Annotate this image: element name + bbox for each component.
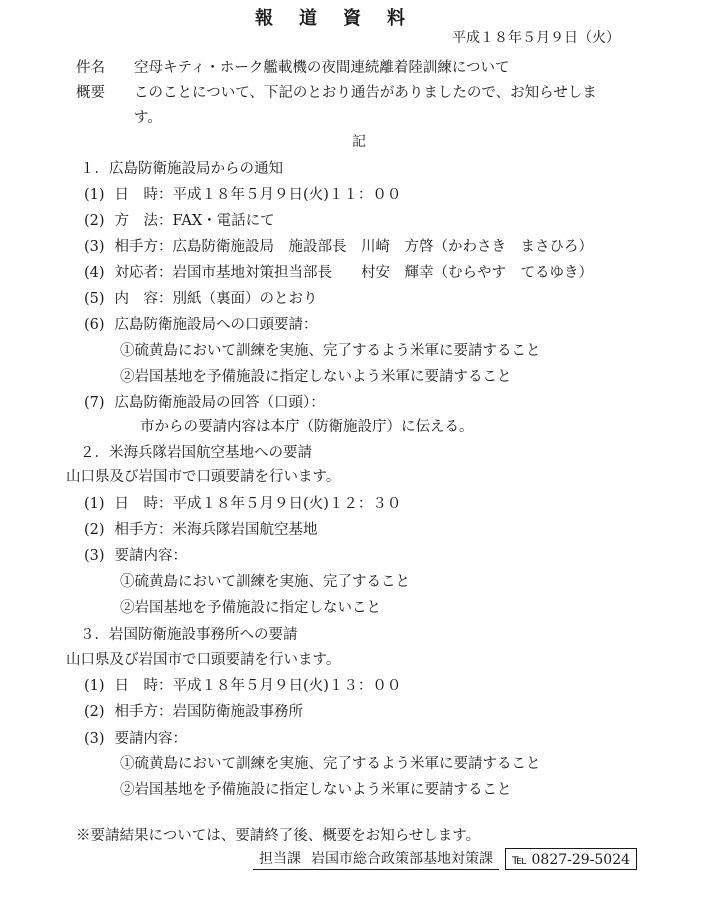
item-number: (2) <box>84 213 105 229</box>
section2-intro: 山口県及び岩国市で口頭要請を行います。 <box>66 469 341 485</box>
summary-line-1: このことについて、下記のとおり通告がありましたので、お知らせしま <box>134 85 597 101</box>
item-text: 日 時：平成１８年５月９日(火)１２：３０ <box>114 496 402 512</box>
item-text: 相手方：広島防衛施設局 施設部長 川崎 方啓（かわさき まさひろ） <box>114 239 594 255</box>
phone-icon: ℡ <box>512 852 528 868</box>
section3-request-1: ①硫黄島において訓練を実施、完了するよう米軍に要請すること <box>120 756 541 772</box>
section1-heading: １．広島防衛施設局からの通知 <box>80 161 283 177</box>
section2-heading: ２．米海兵隊岩国航空基地への要請 <box>80 445 312 461</box>
section2-item <box>84 544 187 565</box>
section1-item <box>84 313 318 334</box>
section3-request-2: ②岩国基地を予備施設に指定しないよう米軍に要請すること <box>120 782 512 798</box>
document-date: 平成１８年５月９日（火） <box>452 30 620 46</box>
item-text: 要請内容： <box>114 548 188 564</box>
item-number: (4) <box>84 265 105 281</box>
item-text: 対応者：岩国市基地対策担当部長 村安 輝幸（むらやす てるゆき） <box>114 265 594 281</box>
contact-department <box>253 848 499 870</box>
item-number: (1) <box>84 678 105 694</box>
section1-item <box>84 261 593 282</box>
footer-note: ※要請結果については、要請終了後、概要をお知らせします。 <box>76 828 481 844</box>
section1-item-7 <box>84 391 325 412</box>
subject-label: 件名 <box>76 60 105 76</box>
phone-number: 0827-29-5024 <box>531 852 631 868</box>
item-number: (1) <box>84 496 105 512</box>
section1-item <box>84 235 593 256</box>
summary-label: 概要 <box>76 85 105 101</box>
subject-text: 空母キティ・ホーク艦載機の夜間連続離着陸訓練について <box>134 60 510 76</box>
section2-request-2: ②岩国基地を予備施設に指定しないこと <box>120 600 381 616</box>
section2-request-1: ①硫黄島において訓練を実施、完了すること <box>120 574 410 590</box>
department-label: 担当課 <box>259 851 301 867</box>
item-text: 広島防衛施設局の回答（口頭）： <box>114 395 325 411</box>
item-number: (3) <box>84 548 105 564</box>
item-number: (1) <box>84 187 105 203</box>
section1-request-2: ②岩国基地を予備施設に指定しないよう米軍に要請すること <box>120 369 512 385</box>
department-name: 岩国市総合政策部基地対策課 <box>311 851 493 867</box>
item-number: (3) <box>84 239 105 255</box>
section1-answer: 市からの要請内容は本庁（防衛施設庁）に伝える。 <box>140 419 474 435</box>
item-text: 内 容：別紙（裏面）のとおり <box>114 291 318 307</box>
section3-item <box>84 727 187 748</box>
item-number: (2) <box>84 704 105 720</box>
item-text: 要請内容： <box>114 731 188 747</box>
item-number: (2) <box>84 522 105 538</box>
item-text: 日 時：平成１８年５月９日(火)１１：００ <box>114 187 402 203</box>
item-number: (7) <box>84 395 105 411</box>
contact-phone <box>505 848 637 870</box>
contact-box <box>253 848 637 870</box>
section3-heading: ３．岩国防衛施設事務所への要請 <box>80 627 298 643</box>
item-number: (6) <box>84 317 105 333</box>
summary-line-2: す。 <box>134 110 162 126</box>
item-number: (3) <box>84 731 105 747</box>
section2-item <box>84 518 318 539</box>
section1-item <box>84 209 275 230</box>
section1-item <box>84 287 318 308</box>
document-title: 報道資料 <box>255 8 431 29</box>
item-text: 相手方：米海兵隊岩国航空基地 <box>114 522 318 538</box>
item-text: 日 時：平成１８年５月９日(火)１３：００ <box>114 678 402 694</box>
item-text: 方 法：FAX・電話にて <box>114 213 275 229</box>
item-text: 広島防衛施設局への口頭要請： <box>114 317 318 333</box>
section1-request-1: ①硫黄島において訓練を実施、完了するよう米軍に要請すること <box>120 343 541 359</box>
section3-item <box>84 700 303 721</box>
section3-intro: 山口県及び岩国市で口頭要請を行います。 <box>66 652 341 668</box>
ki-heading: 記 <box>352 134 366 150</box>
item-text: 相手方：岩国防衛施設事務所 <box>114 704 304 720</box>
section2-item <box>84 492 401 513</box>
section3-item <box>84 674 401 695</box>
item-number: (5) <box>84 291 105 307</box>
section1-item <box>84 183 401 204</box>
